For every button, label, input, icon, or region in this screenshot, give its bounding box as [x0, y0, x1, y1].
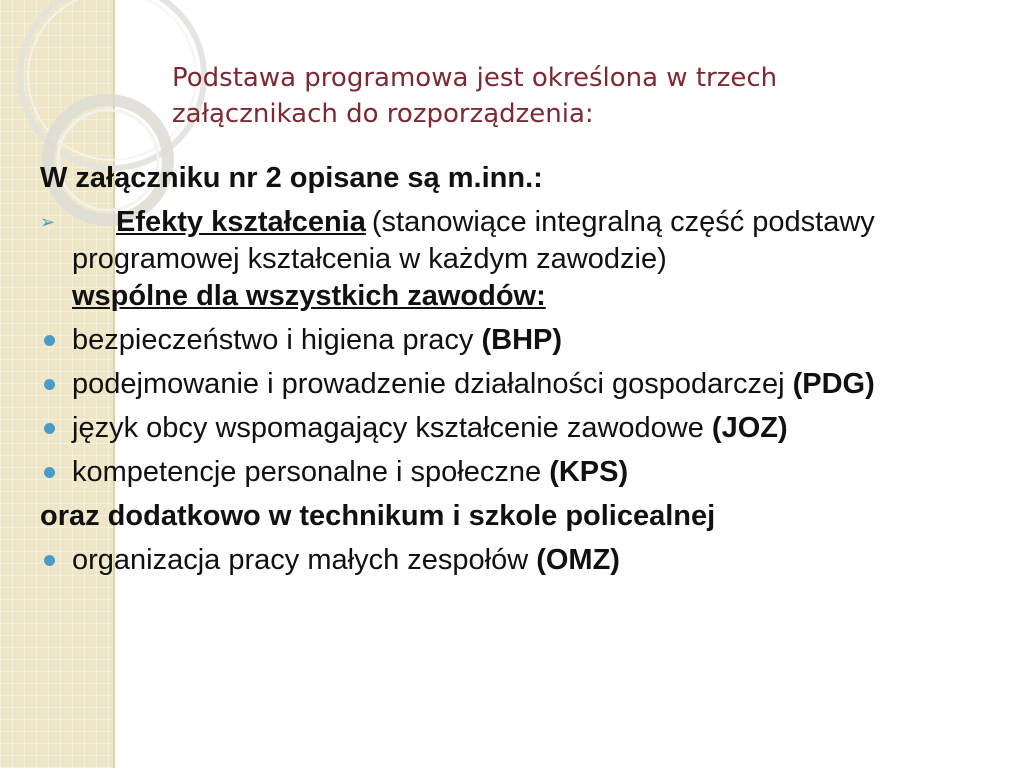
slide-content [40, 160, 990, 586]
arrow-list-item [40, 204, 990, 315]
slide-title [172, 60, 932, 132]
list-item-code: (PDG) [792, 368, 875, 400]
additional-heading: oraz dodatkowo w technikum i szkole policealnej [40, 500, 716, 532]
attachment-heading: W załączniku nr 2 opisane są m.inn.: [40, 162, 543, 194]
title-line-1: Podstawa programowa jest określona w trzech [172, 63, 778, 93]
list-item-text: kompetencje personalne i społeczne [72, 456, 542, 488]
list-item-text: podejmowanie i prowadzenie działalności gospodarczej [72, 368, 785, 400]
list-item-text: bezpieczeństwo i higiena pracy [72, 324, 474, 356]
list-item [40, 542, 990, 579]
list-item-text: język obcy wspomagający kształcenie zawodowe [72, 412, 704, 444]
list-item [40, 454, 990, 491]
list-item-text: organizacja pracy małych zespołów [72, 544, 529, 576]
list-item-code: (OMZ) [536, 544, 620, 576]
common-outcomes-label: wspólne dla wszystkich zawodów: [72, 280, 546, 312]
list-item [40, 322, 990, 359]
arrow-bullet-icon: ➢ [40, 212, 56, 232]
bullet-dot-icon [44, 423, 55, 434]
title-line-2: załącznikach do rozporządzenia: [172, 99, 594, 129]
list-item-code: (KPS) [549, 456, 629, 488]
bullet-dot-icon [44, 379, 55, 390]
list-item-code: (BHP) [481, 324, 563, 356]
bullet-dot-icon [44, 467, 55, 478]
list-item-code: (JOZ) [711, 412, 788, 444]
term-label: Efekty kształcenia [116, 206, 366, 238]
term-description: (stanowiące integralną część podstawy programowej kształcenia w każdym zawodzie) [72, 206, 875, 275]
additional-outcomes-list [40, 542, 990, 579]
list-item [40, 366, 990, 403]
common-outcomes-list [40, 322, 990, 491]
bullet-dot-icon [44, 555, 55, 566]
list-item [40, 410, 990, 447]
bullet-dot-icon [44, 335, 55, 346]
